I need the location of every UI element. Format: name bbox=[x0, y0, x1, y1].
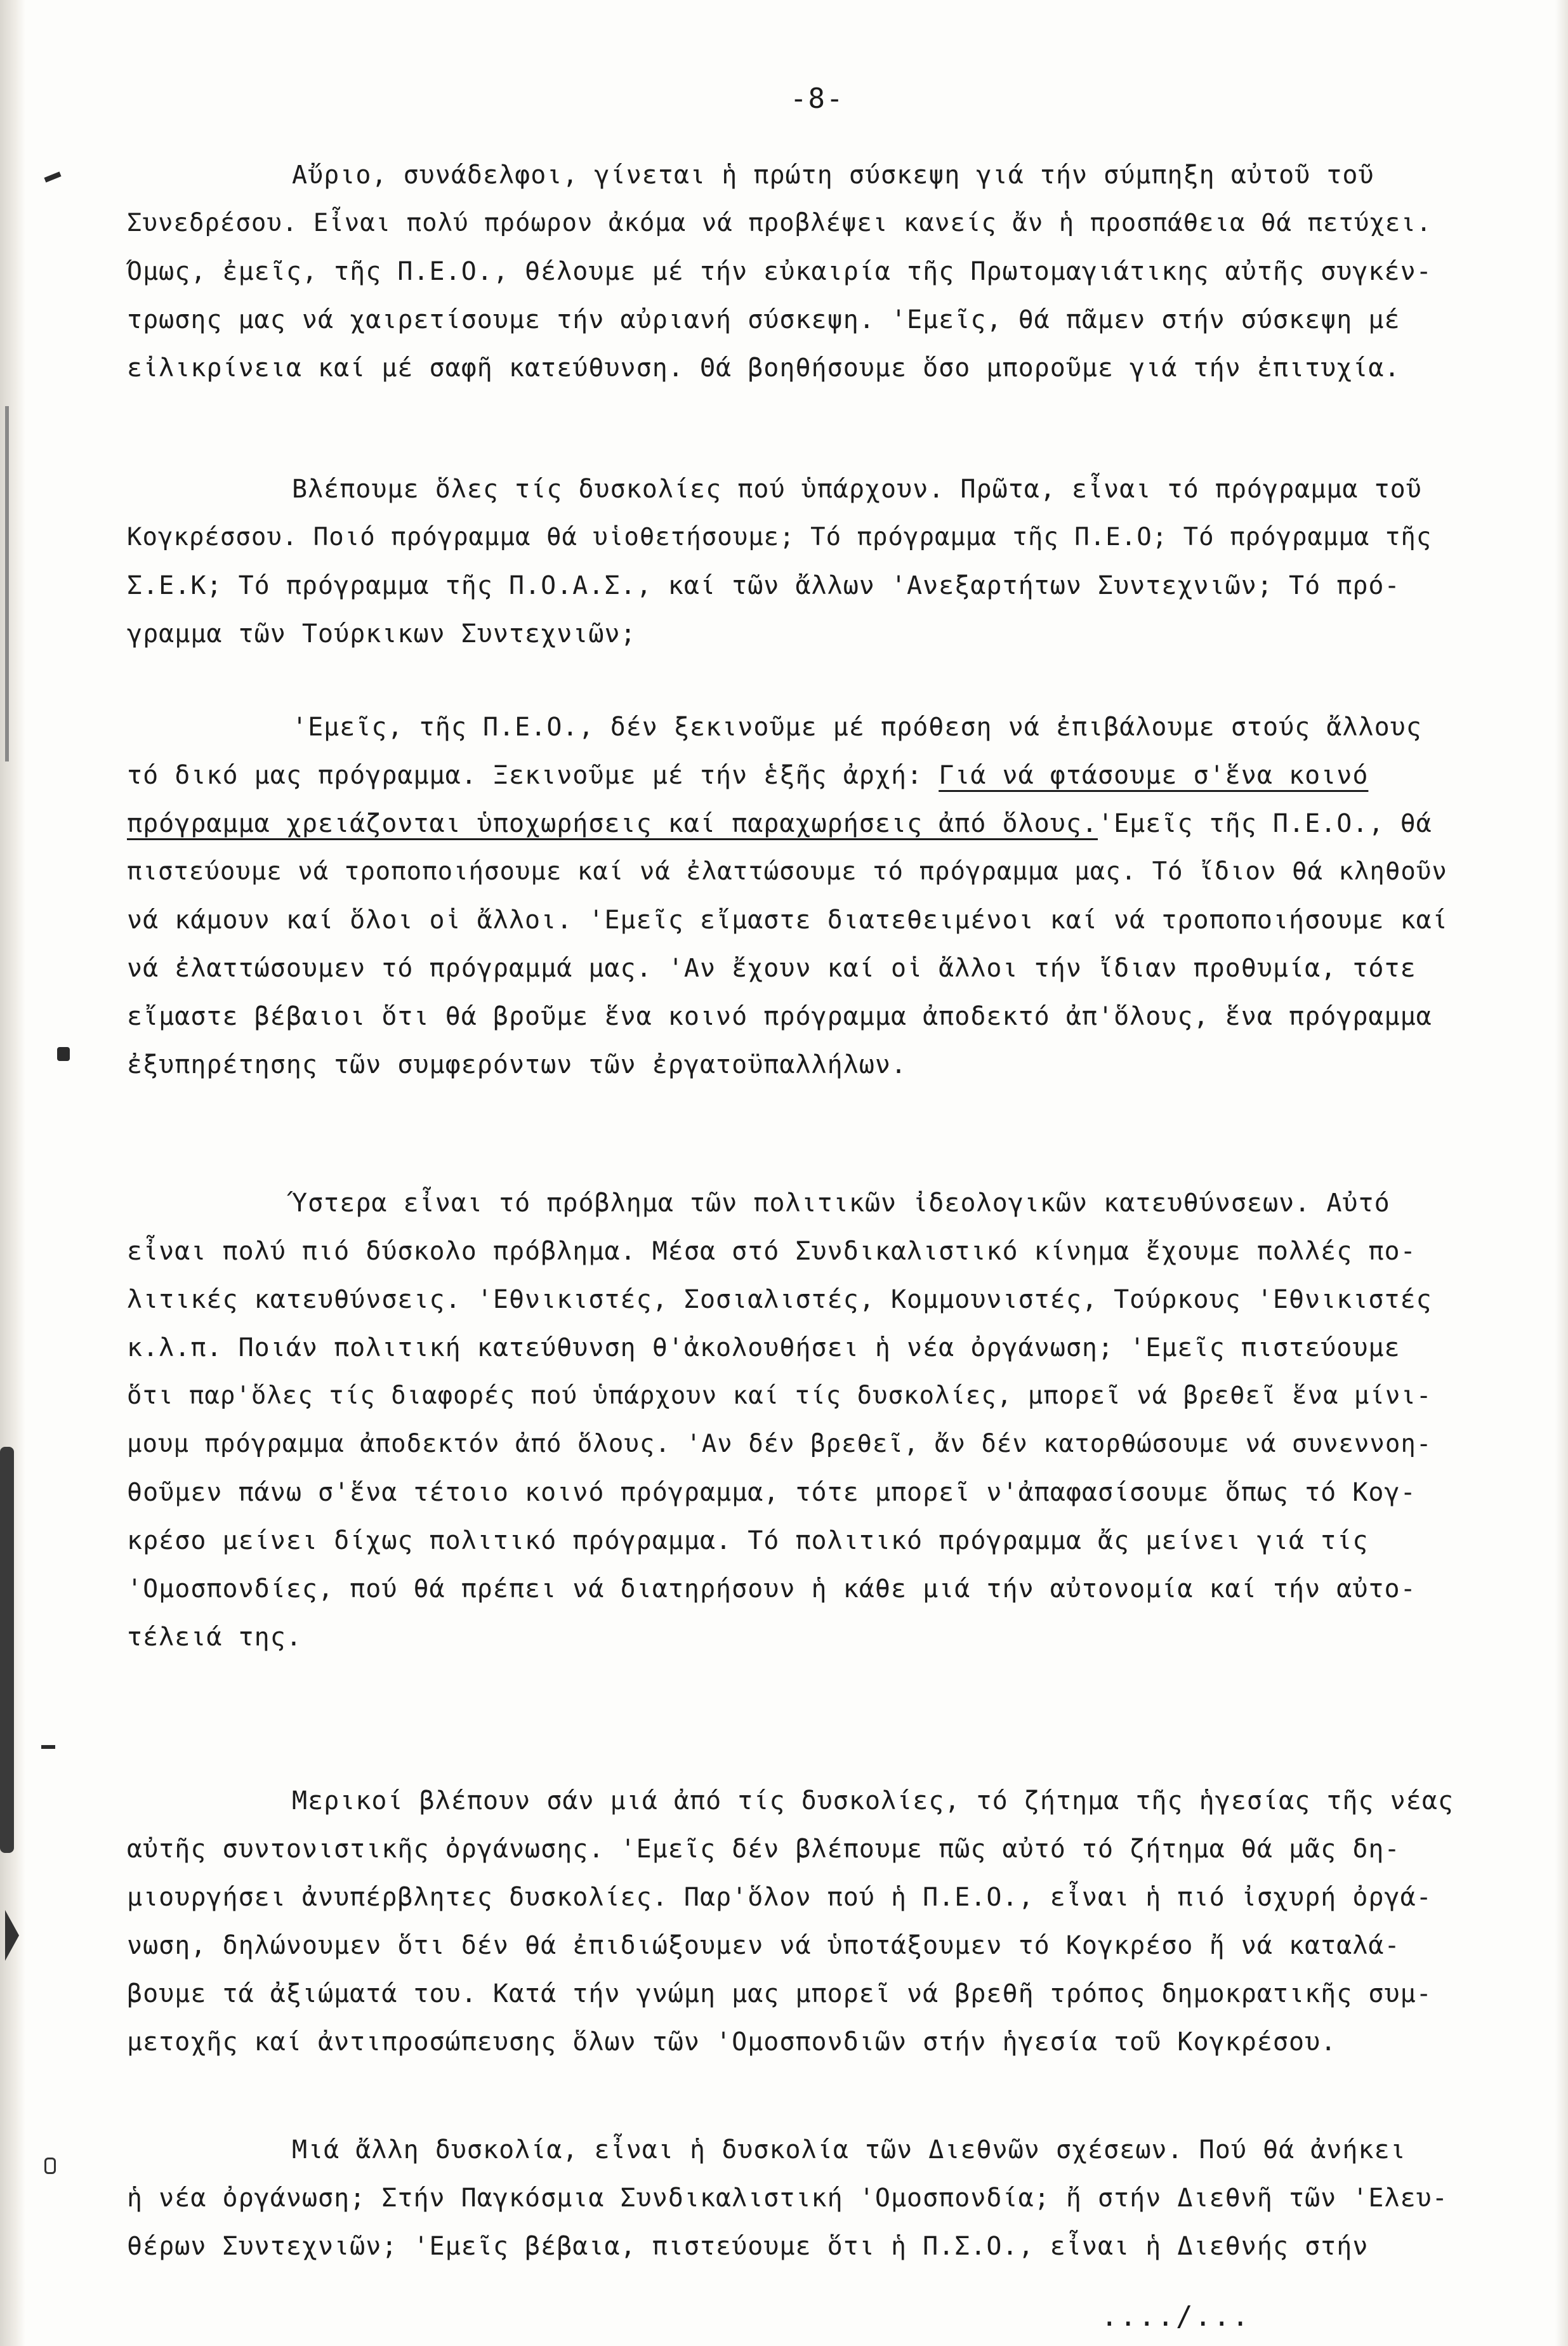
margin-mark bbox=[41, 1745, 55, 1749]
underlined-text: Γιά νά φτάσουμε σ'ἕνα κοινό bbox=[939, 761, 1369, 790]
text-line: θέρων Συντεχνιῶν; 'Εμεῖς βέβαια, πιστεύουμε ὅτι ἡ Π.Σ.Ο., εἶναι ἡ Διεθνής στήν bbox=[127, 2232, 1369, 2261]
paragraph bbox=[127, 465, 1459, 658]
paragraph bbox=[127, 151, 1459, 392]
text-line: κ.λ.π. Ποιάν πολιτική κατεύθυνση θ'ἀκολουθήσει ἡ νέα ὀργάνωση; 'Εμεῖς πιστεύουμε bbox=[127, 1333, 1400, 1362]
text-line bbox=[127, 751, 1459, 800]
text-line: εἰλικρίνεια καί μέ σαφῆ κατεύθυνση. Θά βοηθήσουμε ὅσο μποροῦμε γιά τήν ἐπιτυχία. bbox=[127, 353, 1400, 383]
margin-mark bbox=[44, 2158, 56, 2174]
text-line: εἶναι πολύ πιό δύσκολο πρόβλημα. Μέσα στό Συνδικαλιστικό κίνημα ἔχουμε πολλές πο- bbox=[127, 1237, 1416, 1266]
text-line: μουμ πρόγραμμα ἀποδεκτόν ἀπό ὅλους. 'Αν δέν βρεθεῖ, ἄν δέν κατορθώσουμε νά συνεννοη- bbox=[127, 1430, 1432, 1458]
text-line: Μιά ἄλλη δυσκολία, εἶναι ἡ δυσκολία τῶν Διεθνῶν σχέσεων. Πού θά ἀνήκει bbox=[292, 2135, 1406, 2165]
text-segment: 'Εμεῖς τῆς Π.Ε.Ο., θά bbox=[1098, 809, 1432, 838]
text-line: βουμε τά ἀξιώματά του. Κατά τήν γνώμη μας μπορεῖ νά βρεθῆ τρόπος δημοκρατικῆς συμ- bbox=[127, 1979, 1432, 2008]
margin-mark bbox=[5, 406, 9, 761]
text-line: Όμως, ἐμεῖς, τῆς Π.Ε.Ο., θέλουμε μέ τήν εὐκαιρία τῆς Πρωτομαγιάτικης αὐτῆς συγκέν- bbox=[127, 257, 1432, 286]
text-line: αὐτῆς συντονιστικῆς ὀργάνωσης. 'Εμεῖς δέν βλέπουμε πῶς αὐτό τό ζήτημα θά μᾶς δη- bbox=[127, 1835, 1400, 1864]
paragraph bbox=[127, 1179, 1459, 1661]
text-line: τρωσης μας νά χαιρετίσουμε τήν αὐριανή σύσκεψη. 'Εμεῖς, θά πᾶμεν στήν σύσκεψη μέ bbox=[127, 305, 1400, 334]
text-line: Ύστερα εἶναι τό πρόβλημα τῶν πολιτικῶν ἰδεολογικῶν κατευθύνσεων. Αὐτό bbox=[292, 1189, 1390, 1218]
text-line: Κογκρέσσου. Ποιό πρόγραμμα θά υἱοθετήσουμε; Τό πρόγραμμα τῆς Π.Ε.Ο; Τό πρόγραμμα τῆς bbox=[127, 523, 1432, 551]
text-line: Αὔριο, συνάδελφοι, γίνεται ἡ πρώτη σύσκεψη γιά τήν σύμπηξη αὐτοῦ τοῦ bbox=[292, 161, 1374, 190]
continuation-mark: ..../... bbox=[1101, 2300, 1251, 2333]
margin-mark bbox=[57, 1047, 70, 1061]
text-line: νά κάμουν καί ὅλοι οἱ ἄλλοι. 'Εμεῖς εἴμαστε διατεθειμένοι καί νά τροποποιήσουμε καί bbox=[127, 906, 1448, 935]
text-line: γραμμα τῶν Τούρκικων Συντεχνιῶν; bbox=[127, 619, 636, 649]
underlined-text: πρόγραμμα χρειάζονται ὑποχωρήσεις καί παραχωρήσεις ἀπό ὅλους. bbox=[127, 809, 1098, 838]
scan-right-edge bbox=[1555, 0, 1568, 2346]
text-line: μετοχῆς καί ἀντιπροσώπευσης ὅλων τῶν 'Ομοσπονδιῶν στήν ἡγεσία τοῦ Κογκρέσου. bbox=[127, 2027, 1337, 2057]
text-line: μιουργήσει ἀνυπέρβλητες δυσκολίες. Παρ'ὅλον πού ἡ Π.Ε.Ο., εἶναι ἡ πιό ἰσχυρή ὀργά- bbox=[127, 1883, 1432, 1912]
paragraph bbox=[127, 1777, 1459, 2066]
text-segment: τό δικό μας πρόγραμμα. Ξεκινοῦμε μέ τήν ἑξῆς ἀρχή: bbox=[127, 761, 939, 790]
text-line: εἴμαστε βέβαιοι ὅτι θά βροῦμε ἕνα κοινό πρόγραμμα ἀποδεκτό ἀπ'ὅλους, ἕνα πρόγραμμα bbox=[127, 1002, 1432, 1031]
text-line: πιστεύουμε νά τροποποιήσουμε καί νά ἐλαττώσουμε τό πρόγραμμα μας. Τό ἴδιον θά κληθοῦν bbox=[127, 857, 1447, 886]
paragraph bbox=[127, 703, 1459, 1089]
text-line: τέλειά της. bbox=[127, 1623, 302, 1652]
text-line: Σ.Ε.Κ; Τό πρόγραμμα τῆς Π.Ο.Α.Σ., καί τῶν ἄλλων 'Ανεξαρτήτων Συντεχνιῶν; Τό πρό- bbox=[127, 571, 1400, 600]
scan-left-edge bbox=[0, 0, 25, 2346]
text-line bbox=[127, 800, 1459, 848]
text-line: ἐξυπηρέτησης τῶν συμφερόντων τῶν ἐργατοϋπαλλήλων. bbox=[127, 1050, 907, 1079]
text-line: νωση, δηλώνουμεν ὅτι δέν θά ἐπιδιώξουμεν νά ὑποτάξουμεν τό Κογκρέσο ἤ νά καταλά- bbox=[127, 1931, 1400, 1960]
text-line: θοῦμεν πάνω σ'ἕνα τέτοιο κοινό πρόγραμμα, τότε μπορεῖ ν'ἀπαφασίσουμε ὅπως τό Κογ- bbox=[127, 1478, 1416, 1507]
text-line: ἡ νέα ὀργάνωση; Στήν Παγκόσμια Συνδικαλιστική 'Ομοσπονδία; ἤ στήν Διεθνῆ τῶν 'Ελευ- bbox=[127, 2184, 1448, 2213]
page-number: -8- bbox=[790, 82, 845, 115]
text-line: κρέσο μείνει δίχως πολιτικό πρόγραμμα. Τό πολιτικό πρόγραμμα ἄς μείνει γιά τίς bbox=[127, 1526, 1369, 1555]
text-line: Βλέπουμε ὅλες τίς δυσκολίες πού ὑπάρχουν. Πρῶτα, εἶναι τό πρόγραμμα τοῦ bbox=[292, 475, 1422, 504]
text-line: 'Ομοσπονδίες, πού θά πρέπει νά διατηρήσουν ἡ κάθε μιά τήν αὐτονομία καί τήν αὐτο- bbox=[127, 1574, 1416, 1604]
margin-mark bbox=[0, 1447, 14, 1853]
text-line: Συνεδρέσου. Εἶναι πολύ πρόωρον ἀκόμα νά προβλέψει κανείς ἄν ἡ προσπάθεια θά πετύχει. bbox=[127, 209, 1432, 237]
text-line: λιτικές κατευθύνσεις. 'Εθνικιστές, Σοσιαλιστές, Κομμουνιστές, Τούρκους 'Εθνικιστές bbox=[127, 1285, 1432, 1314]
paragraph bbox=[127, 2126, 1459, 2270]
text-line: ὅτι παρ'ὅλες τίς διαφορές πού ὑπάρχουν καί τίς δυσκολίες, μπορεῖ νά βρεθεῖ ἕνα μίνι- bbox=[127, 1381, 1432, 1410]
text-line: 'Εμεῖς, τῆς Π.Ε.Ο., δέν ξεκινοῦμε μέ πρόθεση νά ἐπιβάλουμε στούς ἄλλους bbox=[292, 713, 1422, 742]
text-line: νά ἐλαττώσουμεν τό πρόγραμμά μας. 'Αν ἔχουν καί οἱ ἄλλοι τήν ἴδιαν προθυμία, τότε bbox=[127, 954, 1416, 983]
text-line: Μερικοί βλέπουν σάν μιά ἀπό τίς δυσκολίες, τό ζήτημα τῆς ἡγεσίας τῆς νέας bbox=[292, 1786, 1454, 1816]
margin-mark bbox=[44, 171, 61, 182]
